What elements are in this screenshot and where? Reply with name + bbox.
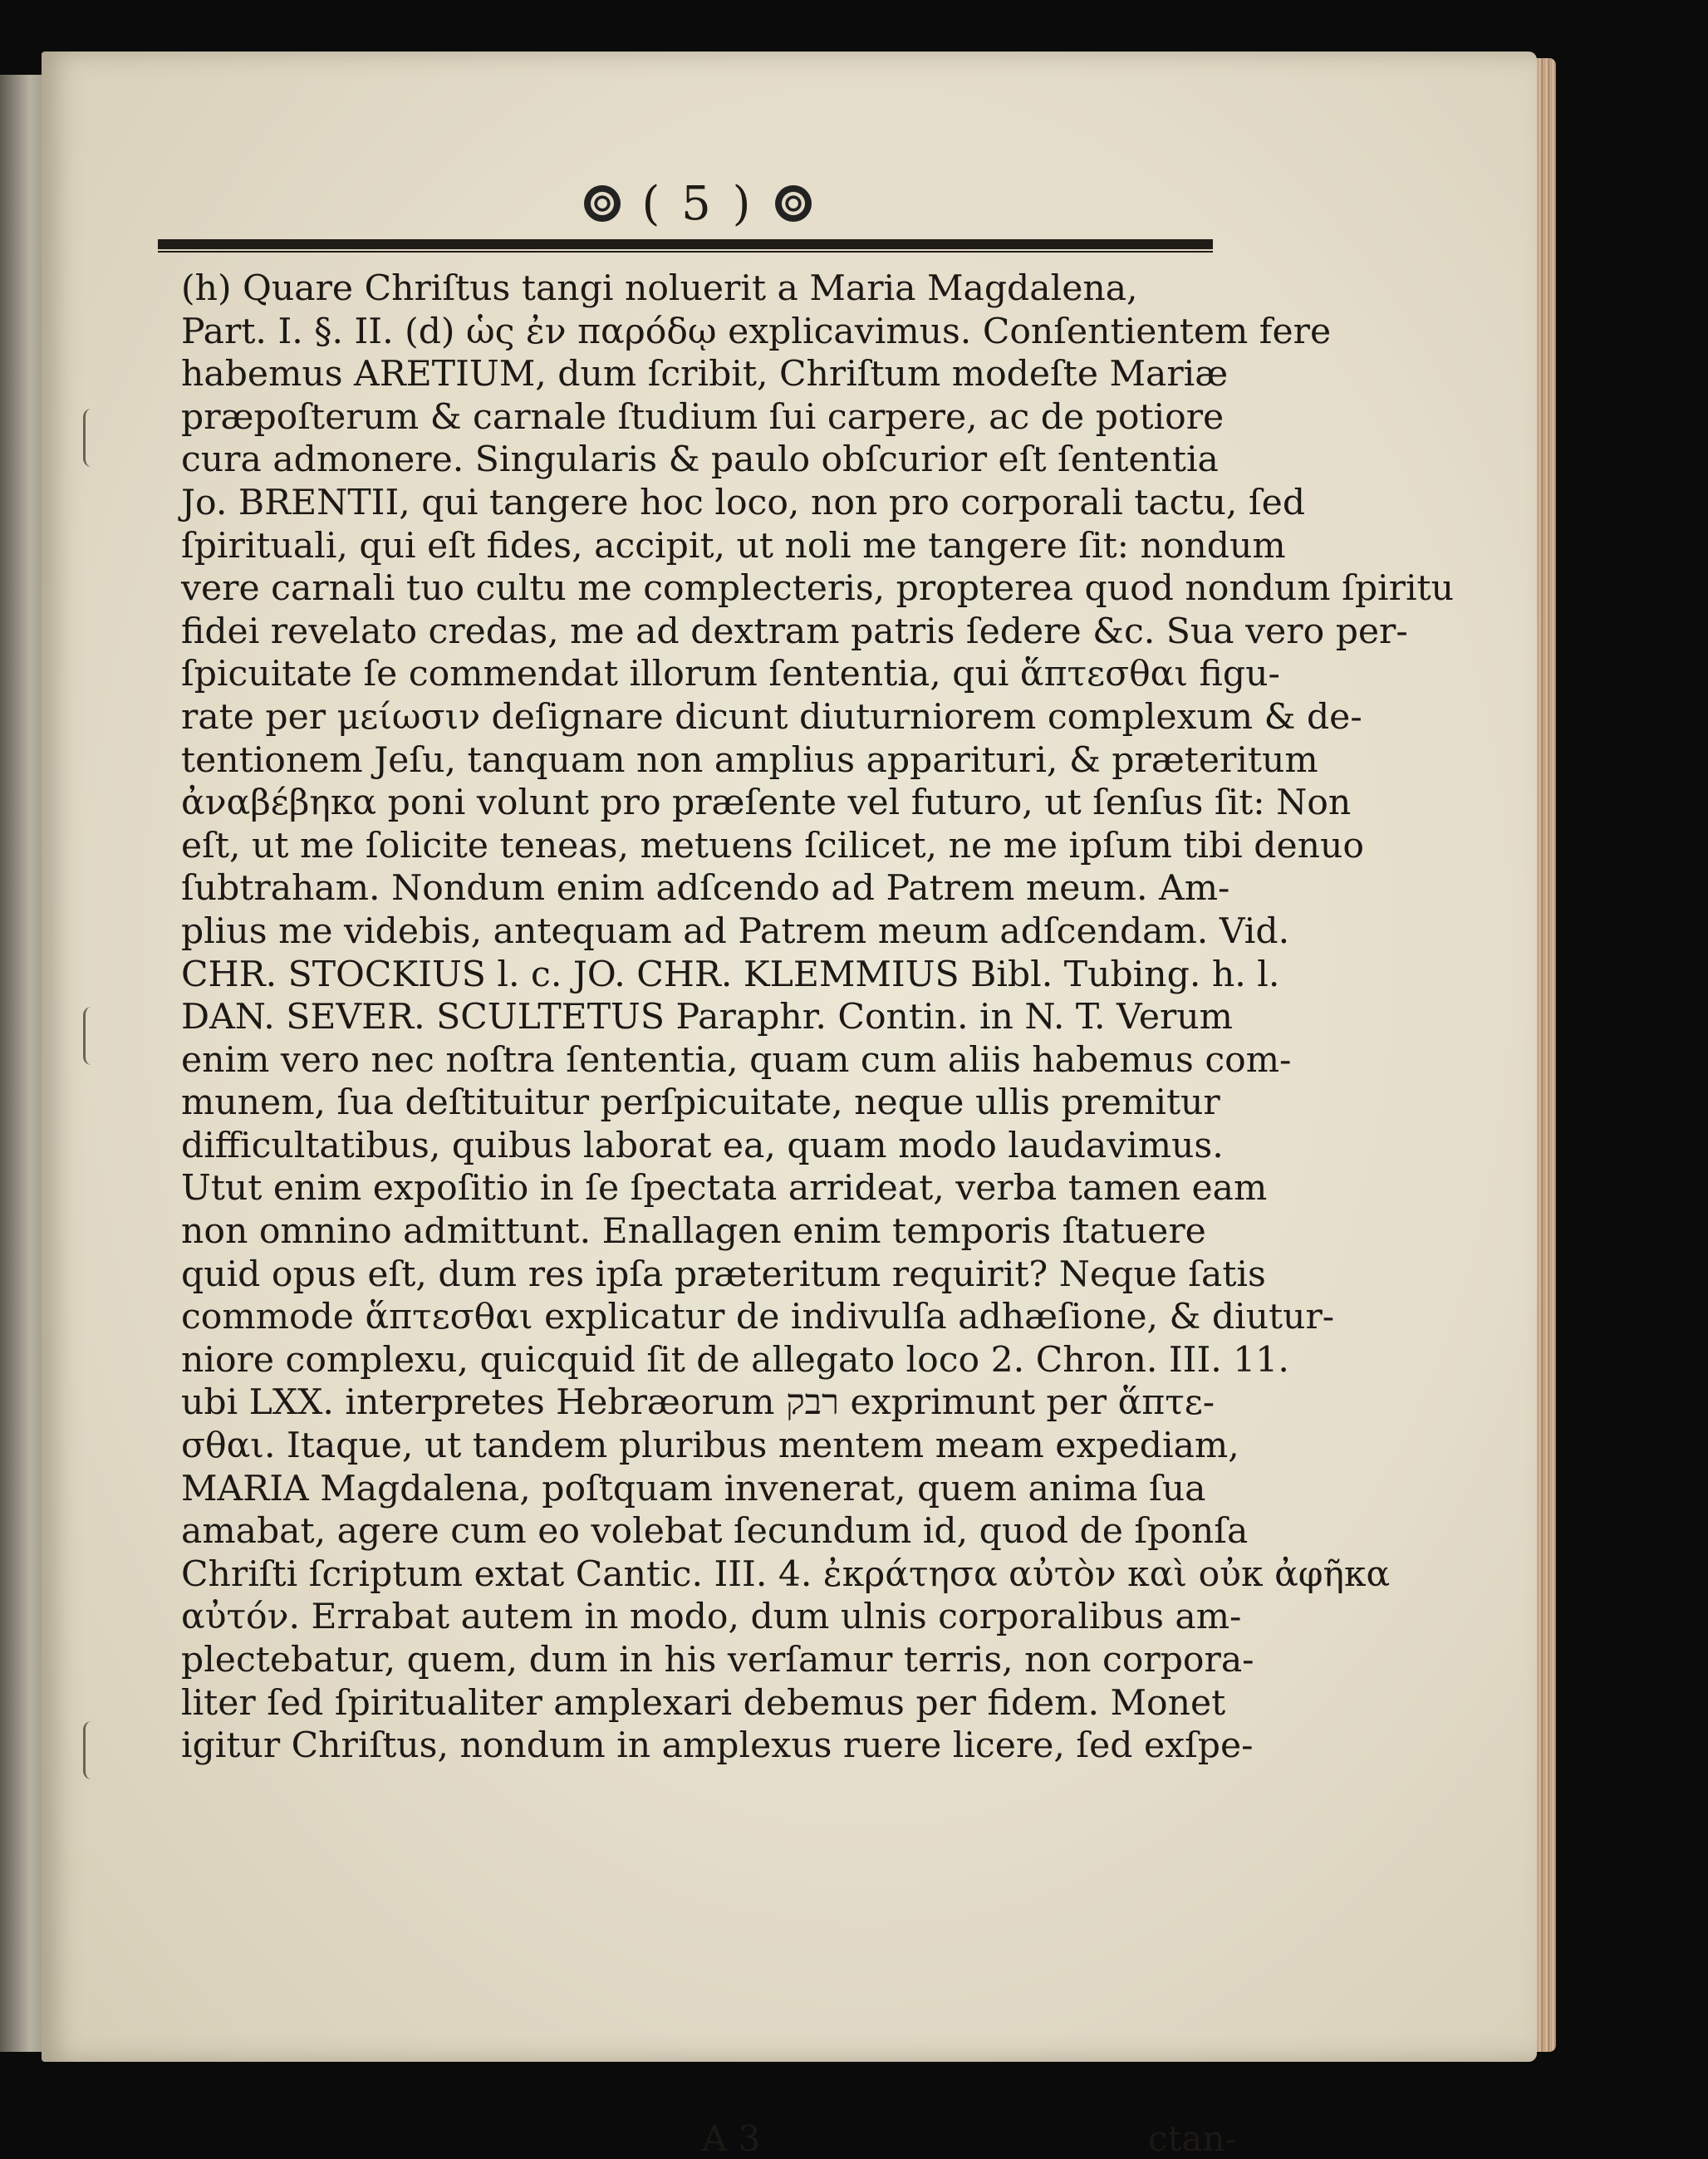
text-line: quid opus eſt, dum res ipſa præteritum requirit? Neque ſatis	[181, 1254, 1266, 1295]
text-line: amabat, agere cum eo volebat ſecundum id, quod de ſponſa	[181, 1511, 1249, 1553]
binding-stitch-mark	[83, 409, 102, 467]
footnote-body	[181, 267, 1454, 1768]
text-line: eſt, ut me ſolicite teneas, metuens ſcilicet, ne me ipſum tibi denuo	[181, 825, 1364, 866]
rosette-ornament-icon	[775, 185, 812, 222]
text-line: præpoſterum & carnale ſtudium ſui carpere, ac de potiore	[181, 396, 1225, 438]
text-line: ſubtraham. Nondum enim adſcendo ad Patrem meum. Am-	[181, 868, 1230, 910]
text-line: vere carnali tuo cultu me complecteris, propterea quod nondum ſpiritu	[181, 568, 1454, 610]
text-line: enim vero nec noſtra ſententia, quam cum aliis habemus com-	[181, 1039, 1292, 1081]
binding-stitch-mark	[83, 1007, 102, 1065]
text-line: ſpicuitate ſe commendat illorum ſententia, qui ἅπτεσθαι figu-	[181, 654, 1280, 695]
text-line: ſpirituali, qui eſt fides, accipit, ut noli me tangere ſit: nondum	[181, 525, 1286, 567]
text-line: munem, ſua deſtituitur perſpicuitate, neque ullis premitur	[181, 1082, 1220, 1124]
binding-stitch-mark	[83, 1721, 102, 1779]
text-line: non omnino admittunt. Enallagen enim temporis ſtatuere	[181, 1211, 1206, 1253]
text-line: MARIA Magdalena, poſtquam invenerat, quem anima ſua	[181, 1468, 1206, 1509]
text-line: αὐτόν. Errabat autem in modo, dum ulnis corporalibus am-	[181, 1597, 1242, 1638]
text-line: niore complexu, quicquid ſit de allegato loco 2. Chron. III. 11.	[181, 1339, 1289, 1381]
text-line: commode ἅπτεσθαι explicatur de indivulſa adhæſione, & diutur-	[181, 1297, 1335, 1338]
text-line: σθαι. Itaque, ut tandem pluribus mentem meam expediam,	[181, 1425, 1239, 1467]
text-line: tentionem Jeſu, tanquam non amplius appariturі, & præteritum	[181, 739, 1318, 781]
text-line: cura admonere. Singularis & paulo obſcurior eſt ſententia	[181, 439, 1219, 481]
text-line: habemus ARETIUM, dum ſcribit, Chriſtum modeſte Mariæ	[181, 354, 1229, 395]
text-line: rate per μείωσιν deſignare dicunt diuturniorem complexum & de-	[181, 696, 1362, 738]
text-line: Utut enim expoſitio in ſe ſpectata arrideat, verba tamen eam	[181, 1168, 1268, 1210]
text-line: fidei revelato credas, me ad dextram patris ſedere &c. Sua vero per-	[181, 611, 1408, 652]
text-line: ἀναβέβηκα poni volunt pro præſente vel futuro, ut ſenſus ſit: Non	[181, 783, 1352, 824]
text-line: DAN. SEVER. SCULTETUS Paraphr. Contin. in N. T. Verum	[181, 997, 1233, 1038]
text-line: plius me videbis, antequam ad Patrem meum adſcendam. Vid.	[181, 910, 1290, 952]
text-line: ubi LXX. interpretes Hebræorum רבק exprimunt per ἅπτε-	[181, 1382, 1215, 1424]
header-rule	[158, 239, 1213, 249]
text-line: Jo. BRENTII, qui tangere hoc loco, non pro corporali tactu, ſed	[181, 482, 1306, 523]
rosette-ornament-icon	[584, 185, 621, 222]
text-line: difficultatibus, quibus laborat ea, quam modo laudavimus.	[181, 1125, 1224, 1166]
text-line: Chriſti ſcriptum extat Cantic. III. 4. ἐκράτησα αὐτὸν καὶ οὐκ ἀφῆκα	[181, 1553, 1391, 1595]
text-line: liter ſed ſpiritualiter amplexari debemus per fidem. Monet	[181, 1682, 1226, 1724]
text-line: plectebatur, quem, dum in his verſamur terris, non corpora-	[181, 1640, 1254, 1681]
text-line: (h) Quare Chriſtus tangi noluerit a Maria Magdalena,	[181, 268, 1138, 309]
text-line: CHR. STOCKIUS l. c. JO. CHR. KLEMMIUS Bibl. Tubing. h. l.	[181, 954, 1280, 995]
text-line: igitur Chriſtus, nondum in amplexus ruere licere, ſed exſpe-	[181, 1725, 1254, 1767]
catchword: ctan-	[1148, 2118, 1237, 2159]
signature-mark: A 3	[702, 2118, 761, 2159]
text-line: Part. I. §. II. (d) ὡς ἐν παρόδῳ explicavimus. Conſentientem fere	[181, 311, 1332, 352]
page-number: ( 5 )	[641, 176, 754, 231]
running-head	[557, 174, 839, 233]
